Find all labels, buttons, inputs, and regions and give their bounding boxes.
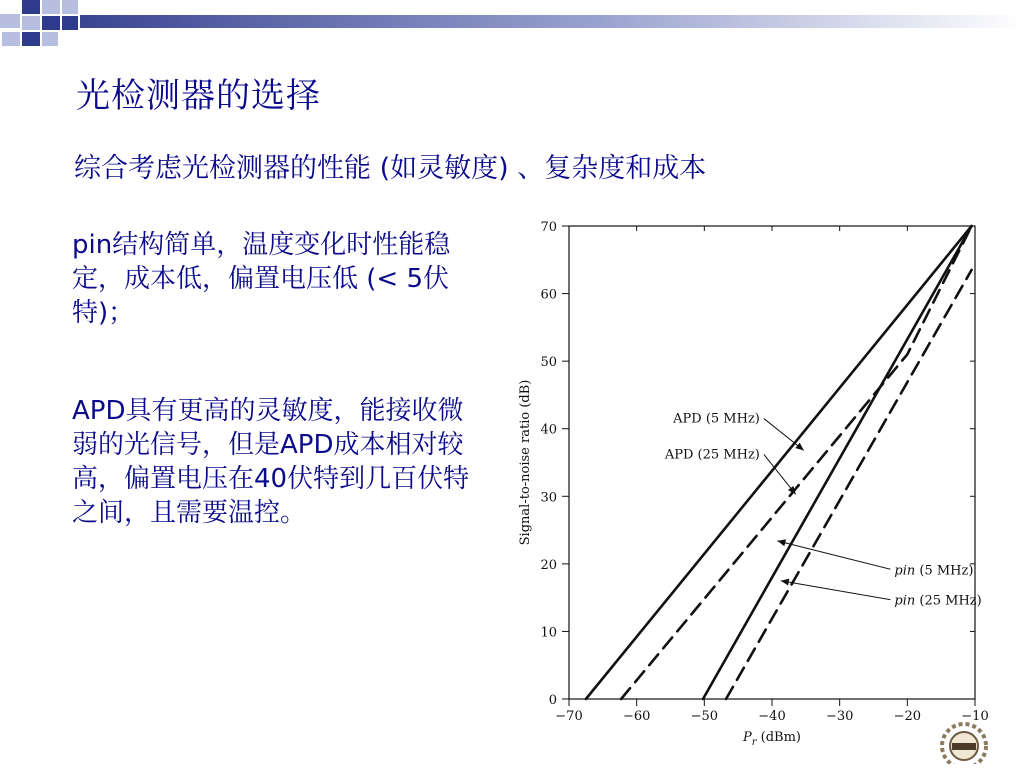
- annotation-leader: [781, 581, 891, 600]
- slide-subtitle: 综合考虑光检测器的性能 (如灵敏度) 、复杂度和成本: [74, 153, 707, 184]
- university-emblem-icon: [934, 716, 988, 764]
- annotation-label: APD (25 MHz): [664, 447, 760, 463]
- deco-square: [42, 0, 60, 14]
- deco-square: [22, 32, 40, 46]
- series-line-0: [586, 226, 972, 699]
- x-tick-label: −60: [622, 709, 651, 724]
- x-tick-label: −70: [555, 709, 583, 724]
- deco-square: [62, 0, 78, 14]
- y-tick-label: 60: [540, 287, 557, 303]
- y-tick-label: 20: [540, 557, 557, 573]
- slide-title: 光检测器的选择: [76, 76, 321, 116]
- y-tick-label: 70: [540, 220, 557, 235]
- deco-square: [42, 32, 58, 46]
- x-tick-label: −50: [690, 709, 719, 724]
- y-tick-label: 50: [540, 355, 557, 371]
- header-decoration: [0, 0, 1024, 50]
- x-axis-label: $P_r$ (dBm): [742, 730, 802, 748]
- apd-description: APD具有更高的灵敏度，能接收微弱的光信号，但是APD成本相对较高，偏置电压在40伏特到几百伏特之间，且需要温控。: [72, 396, 470, 528]
- x-tick-label: −30: [825, 709, 854, 724]
- deco-square: [2, 32, 20, 46]
- deco-square: [22, 16, 40, 30]
- y-axis-label: Signal-to-noise ratio (dB): [518, 379, 533, 546]
- snr-vs-power-chart: [505, 208, 1005, 753]
- deco-square: [62, 16, 78, 30]
- y-tick-label: 30: [540, 490, 557, 506]
- annotation-label: pin (25 MHz): [894, 593, 982, 609]
- y-tick-label: 0: [548, 693, 557, 708]
- series-line-3: [726, 270, 972, 699]
- deco-square: [22, 0, 40, 14]
- annotation-arrowhead: [781, 579, 789, 586]
- annotation-label: APD (5 MHz): [673, 411, 760, 427]
- annotation-leader: [777, 541, 890, 569]
- header-gradient-bar: [80, 15, 1024, 28]
- annotation-arrowhead: [795, 443, 803, 451]
- x-tick-label: −10: [961, 709, 989, 724]
- series-line-1: [621, 226, 972, 699]
- annotation-label: pin (5 MHz): [894, 563, 974, 579]
- y-tick-label: 40: [540, 422, 557, 438]
- x-tick-label: −40: [758, 709, 786, 724]
- series-line-2: [703, 226, 972, 699]
- deco-square: [0, 14, 20, 28]
- deco-square: [42, 16, 60, 30]
- pin-description: pin结构简单，温度变化时性能稳定，成本低，偏置电压低 (< 5伏特)；: [72, 230, 451, 328]
- annotation-arrowhead: [777, 539, 786, 546]
- x-tick-label: −20: [893, 709, 922, 724]
- y-tick-label: 10: [540, 625, 557, 641]
